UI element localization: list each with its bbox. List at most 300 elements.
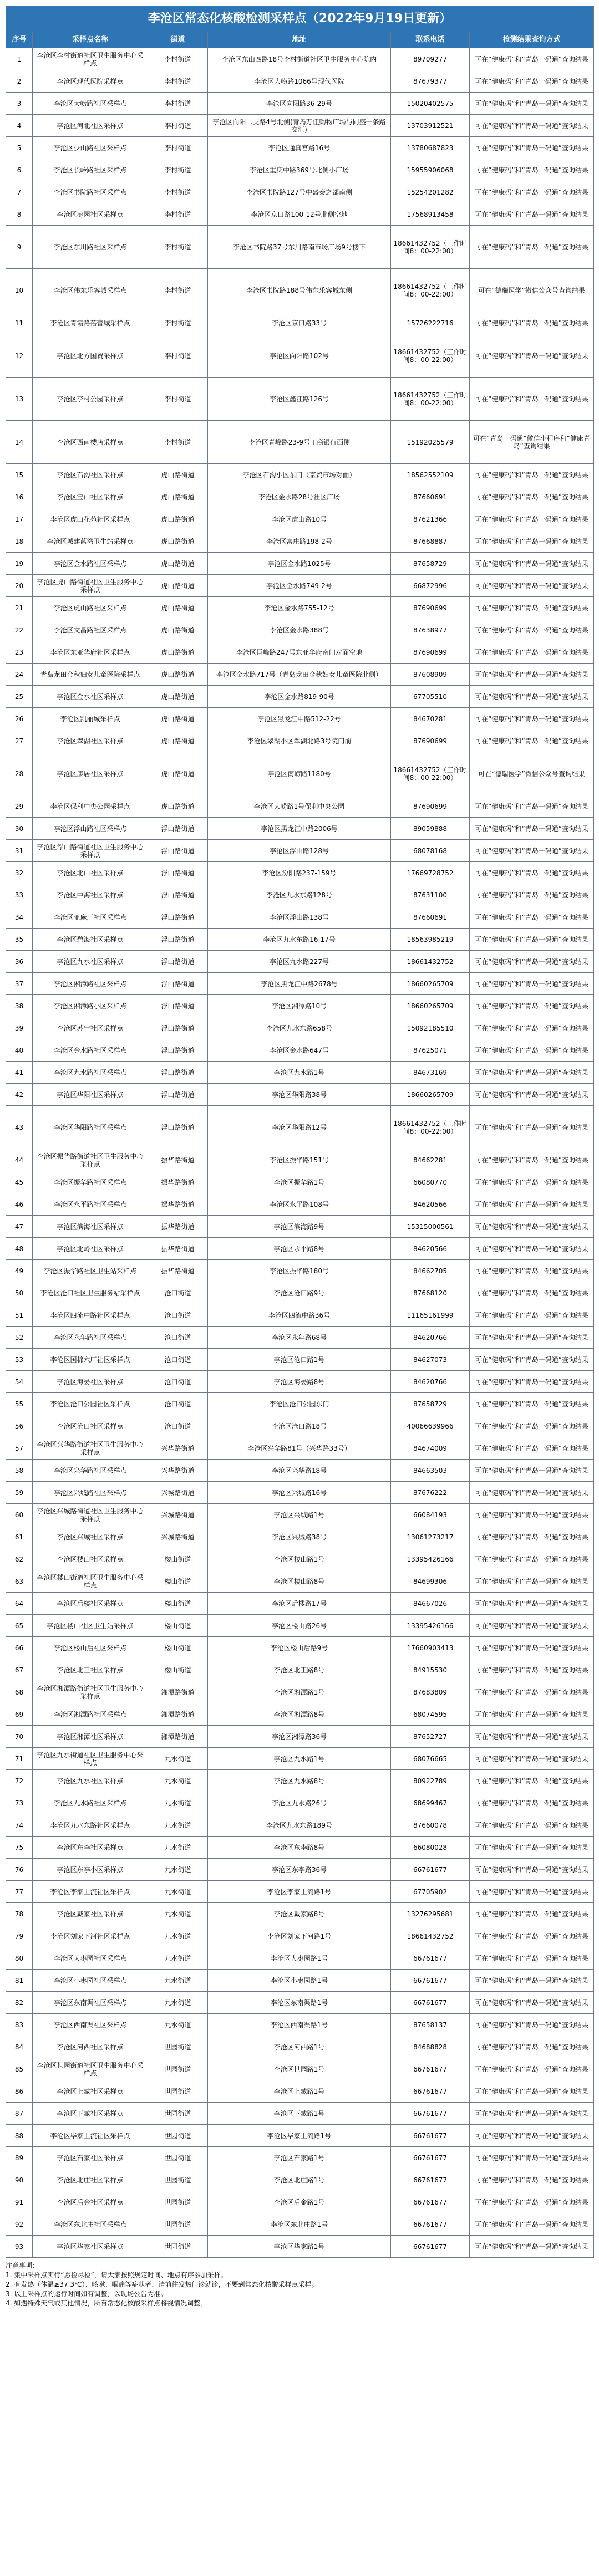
cell-address: 李沧区北庄路1号 — [208, 2169, 391, 2191]
cell-result-query: 可在“健康码”和“青岛一码通”查询结果 — [470, 730, 594, 752]
table-row — [6, 1393, 594, 1415]
cell-phone: 84915530 — [391, 1659, 470, 1681]
table-row — [6, 181, 594, 203]
cell-street: 虎山路街道 — [148, 795, 208, 818]
cell-result-query: 可在“健康码”和“青岛一码通”查询结果 — [470, 1703, 594, 1726]
cell-street: 楼山街道 — [148, 1659, 208, 1681]
cell-street: 浮山路街道 — [148, 862, 208, 884]
cell-site-name: 李沧区李村公园采样点 — [33, 378, 148, 421]
cell-site-name: 李沧区九水东路社区采样点 — [33, 1814, 148, 1837]
cell-site-name: 李沧区大崂路社区采样点 — [33, 93, 148, 115]
cell-street: 世园街道 — [148, 2080, 208, 2103]
cell-index: 47 — [6, 1216, 33, 1238]
cell-street: 李村街道 — [148, 181, 208, 203]
cell-site-name: 李沧区九水路社区采样点 — [33, 1062, 148, 1084]
table-row — [6, 2213, 594, 2236]
cell-phone: 66761677 — [391, 2147, 470, 2169]
table-row — [6, 1748, 594, 1770]
cell-street: 虎山路街道 — [148, 708, 208, 730]
cell-site-name: 李沧区毕家社区采样点 — [33, 2236, 148, 2258]
cell-street: 兴城路街道 — [148, 1526, 208, 1548]
cell-index: 26 — [6, 708, 33, 730]
cell-site-name: 李沧区大枣园社区采样点 — [33, 1947, 148, 1970]
cell-street: 九水街道 — [148, 1859, 208, 1881]
cell-street: 兴华路街道 — [148, 1460, 208, 1482]
cell-phone: 87690699 — [391, 730, 470, 752]
cell-street: 浮山路街道 — [148, 929, 208, 951]
cell-result-query: 可在“健康码”和“青岛一码通”查询结果 — [470, 1062, 594, 1084]
cell-phone: 13780687823 — [391, 137, 470, 159]
cell-street: 沧口街道 — [148, 1349, 208, 1371]
cell-result-query: 可在“健康码”和“青岛一码通”查询结果 — [470, 464, 594, 486]
cell-phone: 66080770 — [391, 1171, 470, 1193]
cell-result-query: 可在“健康码”和“青岛一码通”查询结果 — [470, 973, 594, 995]
table-row — [6, 929, 594, 951]
cell-phone: 84662281 — [391, 1149, 470, 1171]
cell-result-query: 可在“健康码”和“青岛一码通”查询结果 — [470, 2103, 594, 2125]
cell-site-name: 李沧区伟东乐客城采样点 — [33, 269, 148, 312]
table-row — [6, 641, 594, 664]
table-row — [6, 1593, 594, 1615]
cell-index: 10 — [6, 269, 33, 312]
cell-phone: 87658729 — [391, 553, 470, 575]
cell-result-query: 可在“健康码”和“青岛一码通”查询结果 — [470, 1615, 594, 1637]
cell-site-name: 李沧区河北社区采样点 — [33, 115, 148, 137]
note-item: 1. 集中采样点实行“愿检尽检”，请大家按照规定时间、地点有序参加采样。 — [6, 2271, 227, 2279]
table-row — [6, 1282, 594, 1304]
table-row — [6, 619, 594, 641]
cell-site-name: 李沧区凯丽城采样点 — [33, 708, 148, 730]
cell-street: 九水街道 — [148, 1748, 208, 1770]
cell-phone: 89059888 — [391, 818, 470, 840]
cell-street: 九水街道 — [148, 1903, 208, 1925]
table-row — [6, 1859, 594, 1881]
cell-address: 李沧区九水东路189号 — [208, 1814, 391, 1837]
cell-index: 80 — [6, 1947, 33, 1970]
cell-address: 李沧区东李路36号 — [208, 1859, 391, 1881]
cell-address: 李沧区九水路227号 — [208, 951, 391, 973]
cell-street: 世园街道 — [148, 2191, 208, 2213]
cell-site-name: 李沧区浮山路社区采样点 — [33, 818, 148, 840]
cell-address: 李沧区戴家路8号 — [208, 1903, 391, 1925]
cell-result-query: 可在“健康码”和“青岛一码通”查询结果 — [470, 1526, 594, 1548]
cell-site-name: 李沧区城建蓝湾卫生站采样点 — [33, 530, 148, 553]
cell-address: 李沧区海晏路8号 — [208, 1371, 391, 1393]
cell-index: 65 — [6, 1615, 33, 1637]
cell-street: 楼山街道 — [148, 1548, 208, 1570]
cell-site-name: 李沧区兴城路街道社区卫生服务中心采样点 — [33, 1504, 148, 1526]
cell-address: 李沧区书院路127号中盛泰之都南侧 — [208, 181, 391, 203]
cell-address: 李沧区楼山后路9号 — [208, 1637, 391, 1659]
cell-result-query: 可在“健康码”和“青岛一码通”查询结果 — [470, 1149, 594, 1171]
cell-result-query: 可在“健康码”和“青岛一码通”查询结果 — [470, 553, 594, 575]
cell-index: 92 — [6, 2213, 33, 2236]
cell-address: 李沧区书院路188号伟东乐客城东侧 — [208, 269, 391, 312]
cell-result-query: 可在“健康码”和“青岛一码通”查询结果 — [470, 508, 594, 530]
notes-heading: 注意事项： — [6, 2262, 39, 2269]
cell-index: 41 — [6, 1062, 33, 1084]
cell-result-query: 可在“健康码”和“青岛一码通”查询结果 — [470, 929, 594, 951]
header-row — [6, 32, 594, 48]
cell-address: 李沧区大枣园路1号 — [208, 1947, 391, 1970]
cell-index: 69 — [6, 1703, 33, 1726]
cell-site-name: 李沧区刘家下河社区采样点 — [33, 1925, 148, 1947]
cell-result-query: 可在“健康码”和“青岛一码通”查询结果 — [470, 906, 594, 929]
cell-street: 李村街道 — [148, 93, 208, 115]
cell-address: 李沧区永年路68号 — [208, 1327, 391, 1349]
cell-phone: 84663503 — [391, 1460, 470, 1482]
table-row — [6, 1992, 594, 2014]
cell-site-name: 李沧区文昌路社区采样点 — [33, 619, 148, 641]
cell-street: 九水街道 — [148, 1814, 208, 1837]
table-row — [6, 1903, 594, 1925]
cell-street: 虎山路街道 — [148, 464, 208, 486]
table-row — [6, 1548, 594, 1570]
cell-address: 李沧区金水路388号 — [208, 619, 391, 641]
table-row — [6, 1327, 594, 1349]
cell-address: 李沧区书院路37号东川路南市场广场9号楼下 — [208, 226, 391, 269]
column-header-site-name: 采样点名称 — [33, 32, 148, 48]
table-row — [6, 2014, 594, 2036]
cell-result-query: 可在“健康码”和“青岛一码通”查询结果 — [470, 1238, 594, 1260]
table-row — [6, 464, 594, 486]
cell-phone: 66761677 — [391, 2213, 470, 2236]
cell-site-name: 李沧区青霞路蓓蕾城采样点 — [33, 312, 148, 334]
cell-result-query: 可在“健康码”和“青岛一码通”查询结果 — [470, 1814, 594, 1837]
cell-result-query: 可在“健康码”和“青岛一码通”查询结果 — [470, 619, 594, 641]
cell-phone: 18660265709 — [391, 973, 470, 995]
cell-street: 浮山路街道 — [148, 951, 208, 973]
cell-street: 李村街道 — [148, 226, 208, 269]
cell-address: 李沧区毕家路1号 — [208, 2236, 391, 2258]
cell-site-name: 李沧区下臧社区采样点 — [33, 2103, 148, 2125]
cell-street: 虎山路街道 — [148, 486, 208, 508]
cell-index: 2 — [6, 70, 33, 93]
cell-result-query: 可在“健康码”和“青岛一码通”查询结果 — [470, 1837, 594, 1859]
table-row — [6, 378, 594, 421]
cell-result-query: 可在“健康码”和“青岛一码通”查询结果 — [470, 137, 594, 159]
cell-site-name: 李沧区沧口社区采样点 — [33, 1415, 148, 1437]
column-header-street: 街道 — [148, 32, 208, 48]
cell-site-name: 李沧区华阳社区采样点 — [33, 1084, 148, 1106]
cell-site-name: 李沧区虎山花苑社区采样点 — [33, 508, 148, 530]
cell-phone: 87679377 — [391, 70, 470, 93]
cell-index: 50 — [6, 1282, 33, 1304]
cell-site-name: 李沧区振华路街道社区卫生服务中心采样点 — [33, 1149, 148, 1171]
cell-street: 沧口街道 — [148, 1371, 208, 1393]
cell-phone: 84662705 — [391, 1260, 470, 1282]
cell-result-query: 可在“健康码”和“青岛一码通”查询结果 — [470, 226, 594, 269]
cell-index: 79 — [6, 1925, 33, 1947]
cell-address: 李沧区下臧路1号 — [208, 2103, 391, 2125]
cell-street: 九水街道 — [148, 1837, 208, 1859]
cell-result-query: 可在“健康码”和“青岛一码通”查询结果 — [470, 181, 594, 203]
cell-site-name: 李沧区现代医院采样点 — [33, 70, 148, 93]
cell-street: 振华路街道 — [148, 1171, 208, 1193]
cell-result-query: 可在“健康码”和“青岛一码通”查询结果 — [470, 1992, 594, 2014]
table-row — [6, 1460, 594, 1482]
cell-address: 李沧区大崂路1066号现代医院 — [208, 70, 391, 93]
cell-address: 李沧区重庆中路369号北侧小广场 — [208, 159, 391, 181]
cell-result-query: 可在“健康码”和“青岛一码通”查询结果 — [470, 1017, 594, 1039]
cell-address: 李沧区世园路1号 — [208, 2058, 391, 2080]
cell-index: 68 — [6, 1681, 33, 1703]
cell-street: 李村街道 — [148, 203, 208, 226]
cell-phone: 84667026 — [391, 1593, 470, 1615]
cell-result-query: 可在“健康码”和“青岛一码通”查询结果 — [470, 1371, 594, 1393]
cell-site-name: 李沧区少山路社区采样点 — [33, 137, 148, 159]
table-row — [6, 752, 594, 795]
cell-address: 李沧区京口路33号 — [208, 312, 391, 334]
cell-phone: 18661432752 — [391, 1925, 470, 1947]
cell-street: 楼山街道 — [148, 1615, 208, 1637]
cell-index: 20 — [6, 575, 33, 597]
cell-index: 31 — [6, 840, 33, 862]
cell-phone: 87608909 — [391, 664, 470, 686]
cell-street: 沧口街道 — [148, 1304, 208, 1327]
cell-site-name: 李沧区西南渠社区采样点 — [33, 2014, 148, 2036]
cell-phone: 15315000561 — [391, 1216, 470, 1238]
cell-site-name: 李沧区虎山路街道社区卫生服务中心采样点 — [33, 575, 148, 597]
table-row — [6, 203, 594, 226]
cell-site-name: 李沧区浮山路街道社区卫生服务中心采样点 — [33, 840, 148, 862]
table-row — [6, 2058, 594, 2080]
cell-index: 88 — [6, 2125, 33, 2147]
cell-site-name: 李沧区康居社区采样点 — [33, 752, 148, 795]
cell-index: 91 — [6, 2191, 33, 2213]
table-row — [6, 973, 594, 995]
cell-site-name: 李沧区上臧社区采样点 — [33, 2080, 148, 2103]
cell-result-query: 可在“健康码”和“青岛一码通”查询结果 — [470, 1925, 594, 1947]
cell-street: 振华路街道 — [148, 1260, 208, 1282]
cell-result-query: 可在“健康码”和“青岛一码通”查询结果 — [470, 1327, 594, 1349]
cell-address: 李沧区河西路1号 — [208, 2036, 391, 2058]
cell-index: 59 — [6, 1482, 33, 1504]
cell-address: 李沧区上臧路1号 — [208, 2080, 391, 2103]
table-row — [6, 2147, 594, 2169]
cell-address: 李沧区北王路8号 — [208, 1659, 391, 1681]
cell-result-query: 可在“健康码”和“青岛一码通”查询结果 — [470, 1970, 594, 1992]
cell-street: 浮山路街道 — [148, 1017, 208, 1039]
cell-result-query: 可在“健康码”和“青岛一码通”查询结果 — [470, 2169, 594, 2191]
cell-result-query: 可在“青岛一码通”微信小程序和“健康青岛”查询结果 — [470, 421, 594, 464]
cell-result-query: 可在“健康码”和“青岛一码通”查询结果 — [470, 641, 594, 664]
cell-street: 湘潭路街道 — [148, 1681, 208, 1703]
table-title: 李沧区常态化核酸检测采样点（2022年9月19日更新） — [6, 6, 594, 32]
cell-result-query: 可在“健康码”和“青岛一码通”查询结果 — [470, 1282, 594, 1304]
cell-site-name: 李沧区东李社区采样点 — [33, 1837, 148, 1859]
note-item: 4. 如遇特殊天气或其他情况，所有常态化核酸采样点将视情况调整。 — [6, 2299, 207, 2307]
cell-index: 16 — [6, 486, 33, 508]
cell-result-query: 可在“健康码”和“青岛一码通”查询结果 — [470, 1304, 594, 1327]
table-row — [6, 708, 594, 730]
cell-index: 24 — [6, 664, 33, 686]
cell-site-name: 李沧区世园街道社区卫生服务中心采样点 — [33, 2058, 148, 2080]
cell-street: 虎山路街道 — [148, 641, 208, 664]
cell-site-name: 李沧区楼山后社区采样点 — [33, 1637, 148, 1659]
cell-index: 62 — [6, 1548, 33, 1570]
cell-address: 李沧区巨峰路247号东亚华府南门对面空地 — [208, 641, 391, 664]
cell-street: 浮山路街道 — [148, 995, 208, 1017]
cell-index: 22 — [6, 619, 33, 641]
cell-phone: 13061273217 — [391, 1526, 470, 1548]
cell-phone: 13276295681 — [391, 1903, 470, 1925]
cell-street: 浮山路街道 — [148, 1084, 208, 1106]
cell-index: 36 — [6, 951, 33, 973]
cell-index: 85 — [6, 2058, 33, 2080]
cell-site-name: 李沧区东李小区采样点 — [33, 1859, 148, 1881]
cell-street: 世园街道 — [148, 2125, 208, 2147]
cell-phone: 87638977 — [391, 619, 470, 641]
cell-result-query: 可在“健康码”和“青岛一码通”查询结果 — [470, 1659, 594, 1681]
cell-site-name: 李沧区兴城社区采样点 — [33, 1526, 148, 1548]
table-row — [6, 1062, 594, 1084]
table-row — [6, 1637, 594, 1659]
cell-result-query: 可在“健康码”和“青岛一码通”查询结果 — [470, 2080, 594, 2103]
cell-site-name: 李沧区国棉六厂社区采样点 — [33, 1349, 148, 1371]
table-row — [6, 93, 594, 115]
cell-index: 43 — [6, 1106, 33, 1149]
cell-site-name: 李沧区华阳路社区采样点 — [33, 1106, 148, 1149]
cell-result-query: 可在“健康码”和“青岛一码通”查询结果 — [470, 159, 594, 181]
cell-site-name: 李沧区四流中路社区采样点 — [33, 1304, 148, 1327]
cell-site-name: 李沧区金水社区采样点 — [33, 686, 148, 708]
table-row — [6, 840, 594, 862]
table-row — [6, 1106, 594, 1149]
cell-index: 19 — [6, 553, 33, 575]
cell-address: 李沧区黑龙江中路512-22号 — [208, 708, 391, 730]
cell-index: 71 — [6, 1748, 33, 1770]
cell-street: 世园街道 — [148, 2103, 208, 2125]
cell-street: 世园街道 — [148, 2147, 208, 2169]
cell-street: 浮山路街道 — [148, 1062, 208, 1084]
cell-address: 李沧区向阳路36-29号 — [208, 93, 391, 115]
cell-address: 李沧区金水路1025号 — [208, 553, 391, 575]
cell-result-query: 可在“健康码”和“青岛一码通”查询结果 — [470, 597, 594, 619]
cell-address: 李沧区沧口路18号 — [208, 1415, 391, 1437]
cell-site-name: 李沧区北方国贸采样点 — [33, 334, 148, 378]
cell-phone: 18661432752（工作时间8：00-22:00） — [391, 269, 470, 312]
cell-site-name: 李沧区东北庄社区采样点 — [33, 2213, 148, 2236]
table-row — [6, 1792, 594, 1814]
cell-index: 86 — [6, 2080, 33, 2103]
cell-result-query: 可在“健康码”和“青岛一码通”查询结果 — [470, 1171, 594, 1193]
cell-result-query: 可在“健康码”和“青岛一码通”查询结果 — [470, 1415, 594, 1437]
cell-street: 九水街道 — [148, 1992, 208, 2014]
table-row — [6, 1925, 594, 1947]
cell-street: 九水街道 — [148, 1770, 208, 1792]
cell-phone: 66761677 — [391, 2103, 470, 2125]
cell-site-name: 李沧区九水街道社区卫生服务中心采样点 — [33, 1748, 148, 1770]
cell-street: 李村街道 — [148, 269, 208, 312]
table-row — [6, 1084, 594, 1106]
cell-site-name: 李沧区湘潭社区采样点 — [33, 1726, 148, 1748]
cell-index: 7 — [6, 181, 33, 203]
cell-address: 李沧区东山四路18号李村街道社区卫生服务中心院内 — [208, 48, 391, 70]
cell-street: 湘潭路街道 — [148, 1726, 208, 1748]
table-body — [6, 48, 594, 2258]
cell-index: 52 — [6, 1327, 33, 1349]
cell-address: 李沧区鑫江路126号 — [208, 378, 391, 421]
cell-site-name: 李沧区苏宁社区采样点 — [33, 1017, 148, 1039]
cell-street: 振华路街道 — [148, 1216, 208, 1238]
cell-index: 83 — [6, 2014, 33, 2036]
cell-address: 李沧区振华路151号 — [208, 1149, 391, 1171]
cell-site-name: 李沧区楼山社区卫生站采样点 — [33, 1615, 148, 1637]
cell-street: 浮山路街道 — [148, 818, 208, 840]
table-row — [6, 1371, 594, 1393]
table-row — [6, 1349, 594, 1371]
cell-phone: 17660903413 — [391, 1637, 470, 1659]
cell-address: 李沧区石家路1号 — [208, 2147, 391, 2169]
cell-result-query: 可在“健康码”和“青岛一码通”查询结果 — [470, 1770, 594, 1792]
cell-phone: 66872996 — [391, 575, 470, 597]
table-row — [6, 70, 594, 93]
column-header-phone: 联系电话 — [391, 32, 470, 48]
cell-address: 李沧区大崂路1号保利中央公园 — [208, 795, 391, 818]
table-row — [6, 1039, 594, 1062]
cell-result-query: 可在“健康码”和“青岛一码通”查询结果 — [470, 1637, 594, 1659]
table-row — [6, 686, 594, 708]
cell-address: 李沧区华阳路12号 — [208, 1106, 391, 1149]
cell-phone: 87652727 — [391, 1726, 470, 1748]
cell-index: 82 — [6, 1992, 33, 2014]
cell-site-name: 李沧区石沟社区采样点 — [33, 464, 148, 486]
cell-street: 九水街道 — [148, 2014, 208, 2036]
cell-street: 湘潭路街道 — [148, 1703, 208, 1726]
table-row — [6, 115, 594, 137]
cell-result-query: 可在“健康码”和“青岛一码通”查询结果 — [470, 686, 594, 708]
cell-address: 李沧区汾阳路237-159号 — [208, 862, 391, 884]
cell-site-name: 李沧区毕家上流社区采样点 — [33, 2125, 148, 2147]
cell-street: 世园街道 — [148, 2169, 208, 2191]
cell-phone: 15092185510 — [391, 1017, 470, 1039]
cell-street: 浮山路街道 — [148, 840, 208, 862]
table-row — [6, 1814, 594, 1837]
cell-phone: 66761677 — [391, 2169, 470, 2191]
table-row — [6, 226, 594, 269]
cell-phone: 15726222716 — [391, 312, 470, 334]
cell-result-query: 可在“健康码”和“青岛一码通”查询结果 — [470, 312, 594, 334]
cell-result-query: 可在“健康码”和“青岛一码通”查询结果 — [470, 1106, 594, 1149]
cell-address: 李沧区九水路1号 — [208, 1748, 391, 1770]
table-row — [6, 1149, 594, 1171]
cell-result-query: 可在“健康码”和“青岛一码通”查询结果 — [470, 1437, 594, 1460]
column-header-address: 地址 — [208, 32, 391, 48]
cell-result-query: 可在“健康码”和“青岛一码通”查询结果 — [470, 2058, 594, 2080]
cell-index: 44 — [6, 1149, 33, 1171]
cell-index: 18 — [6, 530, 33, 553]
cell-index: 61 — [6, 1526, 33, 1548]
cell-result-query: 可在“健康码”和“青岛一码通”查询结果 — [470, 2125, 594, 2147]
cell-phone: 87690699 — [391, 597, 470, 619]
cell-street: 楼山街道 — [148, 1593, 208, 1615]
cell-result-query: 可在“健康码”和“青岛一码通”查询结果 — [470, 1681, 594, 1703]
cell-street: 九水街道 — [148, 1792, 208, 1814]
note-item: 3. 以上采样点的运行时间如有调整，以现场公告为准。 — [6, 2290, 167, 2298]
cell-site-name: 李沧区北庄社区采样点 — [33, 2169, 148, 2191]
cell-phone: 15955906068 — [391, 159, 470, 181]
cell-index: 29 — [6, 795, 33, 818]
cell-index: 37 — [6, 973, 33, 995]
cell-index: 3 — [6, 93, 33, 115]
cell-phone: 66761677 — [391, 2191, 470, 2213]
cell-phone: 66761677 — [391, 1947, 470, 1970]
cell-address: 李沧区沧口路1号 — [208, 1349, 391, 1371]
cell-phone: 17568913458 — [391, 203, 470, 226]
cell-index: 32 — [6, 862, 33, 884]
cell-street: 虎山路街道 — [148, 664, 208, 686]
